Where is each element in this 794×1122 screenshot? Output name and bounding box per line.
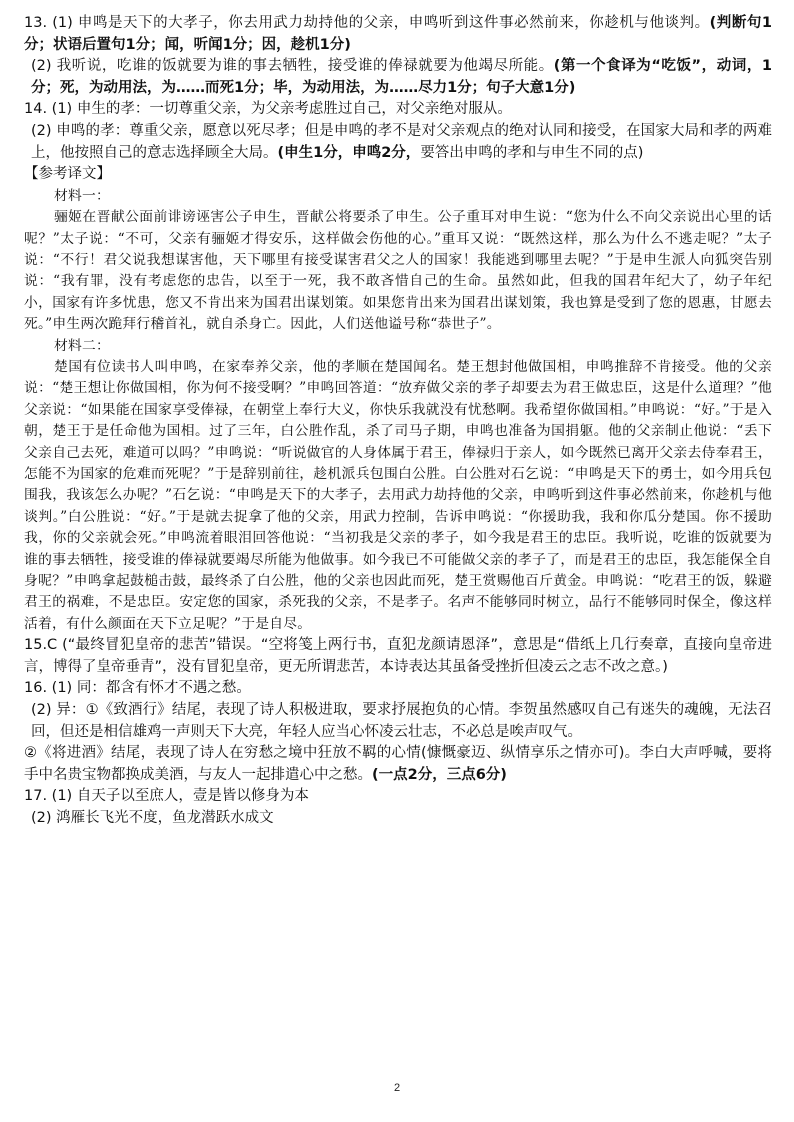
answer-14-2-text: (2) 申鸣的孝：尊重父亲，愿意以死尽孝；但是申鸣的孝不是对父亲观点的绝对认同和接受，在国家大局和孝的两难上，他按照自己的意志选择顾全大局。: [31, 122, 772, 161]
answer-13-2-text: (2) 我听说，吃谁的饭就要为谁的事去牺牲，接受谁的俸禄就要为他竭尽所能。: [31, 58, 554, 75]
answer-14: [24, 99, 772, 164]
answer-17-part-1: 17. (1) 自天子以至庶人，壹是皆以修身为本: [24, 788, 309, 805]
answer-15: 15.C (“最终冒犯皇帝的悲苦”错误。“空将笺上两行书，直犯龙颜请恩泽”，意思是“借纸上几行奏章，直接向皇帝进言，博得了皇帝垂青”，没有冒犯皇帝，更无所谓悲苦，本诗表达其虽备受挫折但凌云之志不改之意。): [24, 637, 772, 675]
document-page: [24, 13, 772, 830]
answer-14-part-2: [24, 121, 772, 164]
material-two: [24, 336, 772, 636]
answer-13-1-scoring: (判断句1分；状语后置句1分；闻，听闻1分；因，趁机1分): [24, 15, 772, 53]
answer-17: [24, 786, 772, 829]
reference-translation-heading: 【参考译文】: [24, 166, 111, 183]
answer-13-part-1: [24, 13, 772, 56]
answer-13: [24, 13, 772, 99]
answer-16-scoring: (一点2分，三点6分): [372, 766, 507, 783]
answer-14-2-scoring: (申生1分，申鸣2分，: [277, 144, 421, 161]
answer-16: [24, 678, 772, 786]
material-two-text: 楚国有位读书人叫申鸣，在家奉养父亲，他的孝顺在楚国闻名。楚王想封他做国相，申鸣推辞不肯接受。他的父亲说：“楚王想让你做国相，你为何不接受啊？”申鸣回答道：“放弃做父亲的孝子却要去为君王做忠臣，这是什么道理？”他父亲说：“如果能在国家享受俸禄，在朝堂上奉行大义，你快乐我就没有忧愁啊。我希望你做国相。”申鸣说：“好。”于是入朝，楚王于是任命他为国相。过了三年，白公胜作乱，杀了司马子期，申鸣也准备为国捐躯。他的父亲制止他说：“丢下父亲自己去死，难道可以吗？”申鸣说：“听说做官的人身体属于君王，俸禄归于亲人，如今既然已离开父亲去侍奉君王，怎能不为国家的危难而死呢？”于是辞别前往，趁机派兵包围白公胜。白公胜对石乞说：“申鸣是天下的勇士，如今用兵包围我，我该怎么办呢？”石乞说：“申鸣是天下的大孝子，去用武力劫持他的父亲，申鸣听到这件事必然前来，你趁机与他谈判。”白公胜说：“好。”于是就去捉拿了他的父亲，用武力控制，告诉申鸣说：“你援助我，我和你瓜分楚国。你不援助我，你的父亲就会死。”申鸣流着眼泪回答他说：“当初我是父亲的孝子，如今我是君王的忠臣。我听说，吃谁的饭就要为谁的事去牺牲，接受谁的俸禄就要竭尽所能为他做事。如今我已不可能做父亲的孝子了，而是君王的忠臣，我怎能保全自身呢？”申鸣拿起鼓槌击鼓，最终杀了白公胜，他的父亲也因此而死，楚王赏赐他百斤黄金。申鸣说：“吃君王的饭，躲避君王的祸难，不是忠臣。安定您的国家，杀死我的父亲，不是孝子。名声不能够同时树立，品行不能够同时保全，像这样活着，有什么颜面在天下立足呢？”于是自尽。: [24, 359, 772, 632]
material-one-text: 骊姬在晋献公面前诽谤诬害公子申生，晋献公将要杀了申生。公子重耳对申生说：“您为什么不向父亲说出心里的话呢？”太子说：“不可，父亲有骊姬才得安乐，这样做会伤他的心。”重耳又说：“既然这样，那么为什么不逃走呢？”太子说：“不行！君父说我想谋害他，天下哪里有接受谋害君父之人的国家！我能逃到哪里去呢？”于是申生派人向狐突告别说：“我有罪，没有考虑您的忠告，以至于一死，我不敢吝惜自己的生命。虽然如此，但我的国君年纪大了，幼子年纪小，国家有许多忧患，您又不肯出来为国君出谋划策。如果您肯出来为国君出谋划策，我也算是受到了您的恩惠，甘愿去死。”申生两次跪拜行稽首礼，就自杀身亡。因此，人们送他谥号称“恭世子”。: [24, 209, 772, 333]
material-one: [24, 186, 772, 336]
answer-13-2-scoring: (第一个食译为“吃饭”，动词，1分；死，为动用法，为……而死1分；毕，为动用法，为……尽力1分；句子大意1分): [31, 58, 772, 96]
answer-14-part-1: 14. (1) 申生的孝：一切尊重父亲，为父亲考虑胜过自己，对父亲绝对服从。: [24, 101, 512, 118]
answer-13-part-2: [24, 56, 772, 99]
answer-16-2b-text: ②《将进酒》结尾，表现了诗人在穷愁之境中狂放不羁的心情(慷慨豪迈、纵情享乐之情亦可)。李白大声呼喊，要将手中名贵宝物都换成美酒，与友人一起排遣心中之愁。: [24, 745, 772, 783]
material-one-label: 材料一：: [54, 187, 110, 204]
answer-16-part-2b: [24, 743, 772, 786]
answer-14-2-scoring-note: 要答出申鸣的孝和与申生不同的点): [420, 144, 644, 161]
page-number: 2: [393, 1082, 401, 1094]
answer-13-1-text: 13. (1) 申鸣是天下的大孝子，你去用武力劫持他的父亲，申鸣听到这件事必然前来，你趁机与他谈判。: [24, 15, 710, 31]
material-two-label: 材料二：: [54, 337, 110, 354]
answer-17-part-2: (2) 鸿雁长飞光不度，鱼龙潜跃水成文: [31, 810, 274, 827]
answer-16-part-2: (2) 异：①《致酒行》结尾，表现了诗人积极进取，要求抒展抱负的心情。李贺虽然感叹自己有迷失的魂魄，无法召回，但还是相信雄鸡一声则天下大亮，年轻人应当心怀凌云壮志，不必总是唉声叹气。: [31, 702, 772, 740]
answer-16-part-1: 16. (1) 同：都含有怀才不遇之愁。: [24, 680, 251, 697]
